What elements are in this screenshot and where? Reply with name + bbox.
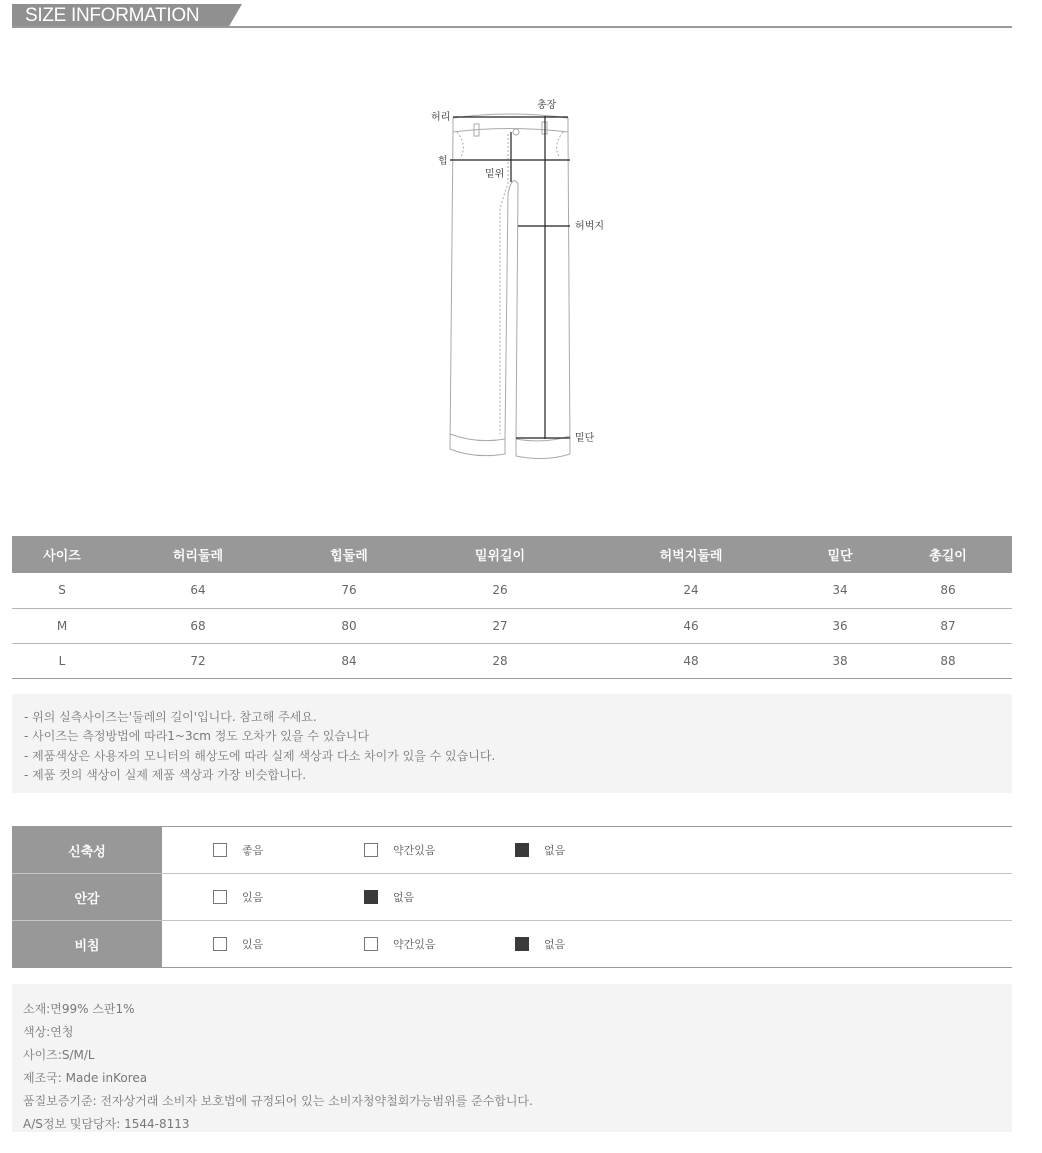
header-hem: 밑단 xyxy=(796,536,884,573)
attr-label: 비침 xyxy=(12,921,162,967)
table-cell: L xyxy=(12,643,112,678)
attr-option xyxy=(364,921,436,967)
table-cell: 88 xyxy=(884,643,1012,678)
table-cell: 87 xyxy=(884,608,1012,643)
attr-option xyxy=(515,921,565,967)
label-hip: 힙 xyxy=(438,156,448,167)
attr-option xyxy=(515,827,565,873)
measurement-notes xyxy=(12,694,1012,793)
checkbox-icon xyxy=(364,843,378,857)
table-cell: 27 xyxy=(414,608,586,643)
attr-option xyxy=(213,827,263,873)
product-info xyxy=(12,984,1012,1132)
table-cell: 26 xyxy=(414,573,586,608)
attr-option xyxy=(213,921,263,967)
size-table-header xyxy=(12,536,1012,573)
info-as-contact: A/S정보 및담당자: 1544-8113 xyxy=(23,1117,190,1131)
checked-box-icon xyxy=(515,937,529,951)
option-label: 있음 xyxy=(242,891,264,904)
checked-box-icon xyxy=(364,890,378,904)
attr-label: 신축성 xyxy=(12,827,162,873)
note-line: - 제품색상은 사용자의 모니터의 해상도에 따라 실제 색상과 다소 차이가 있을 수 있습니다. xyxy=(24,748,496,763)
table-cell: 38 xyxy=(796,643,884,678)
checkbox-icon xyxy=(364,937,378,951)
option-label: 약간있음 xyxy=(393,844,436,857)
header-total-length: 총길이 xyxy=(884,536,1012,573)
attr-row-sheerness xyxy=(12,921,1012,968)
attr-label: 안감 xyxy=(12,874,162,920)
label-hem: 밑단 xyxy=(575,433,595,444)
table-cell: S xyxy=(12,573,112,608)
label-waist: 허리 xyxy=(431,112,451,123)
table-cell: 84 xyxy=(284,643,414,678)
table-cell: 72 xyxy=(112,643,284,678)
table-cell: 46 xyxy=(586,608,796,643)
checkbox-icon xyxy=(213,890,227,904)
section-title: SIZE INFORMATION xyxy=(12,4,228,28)
option-label: 있음 xyxy=(242,938,264,951)
attr-option xyxy=(213,874,263,920)
pants-size-diagram xyxy=(420,94,630,474)
option-label: 좋음 xyxy=(242,844,264,857)
table-cell: 28 xyxy=(414,643,586,678)
option-label: 없음 xyxy=(544,844,566,857)
table-cell: 76 xyxy=(284,573,414,608)
fabric-attributes xyxy=(12,826,1012,968)
header-thigh: 허벅지둘레 xyxy=(586,536,796,573)
label-rise: 밑위 xyxy=(485,169,505,180)
table-cell: 86 xyxy=(884,573,1012,608)
table-cell: 48 xyxy=(586,643,796,678)
option-label: 없음 xyxy=(544,938,566,951)
table-cell: 24 xyxy=(586,573,796,608)
size-table xyxy=(12,536,1012,679)
note-line: - 사이즈는 측정방법에 따라1~3cm 정도 오차가 있을 수 있습니다 xyxy=(24,729,370,744)
note-line: - 제품 컷의 색상이 실제 제품 색상과 가장 비슷합니다. xyxy=(24,767,307,782)
attr-row-lining xyxy=(12,874,1012,921)
header-rise: 밑위길이 xyxy=(414,536,586,573)
note-line: - 위의 실측사이즈는'둘레의 길이'입니다. 참고해 주세요. xyxy=(24,710,317,724)
attr-option xyxy=(364,827,436,873)
info-color: 색상:연청 xyxy=(23,1025,74,1039)
section-header xyxy=(12,4,1012,28)
header-hip: 힙둘레 xyxy=(284,536,414,573)
header-size: 사이즈 xyxy=(12,536,112,573)
info-origin: 제조국: Made inKorea xyxy=(23,1071,148,1085)
option-label: 없음 xyxy=(393,891,415,904)
table-cell: 36 xyxy=(796,608,884,643)
checkbox-icon xyxy=(213,937,227,951)
header-waist: 허리둘레 xyxy=(112,536,284,573)
info-material: 소재:면99% 스판1% xyxy=(23,1002,135,1016)
table-cell: 68 xyxy=(112,608,284,643)
table-row xyxy=(12,608,1012,643)
info-quality-guarantee: 품질보증기준: 전자상거래 소비자 보호법에 규정되어 있는 소비자청약철회가능범위를 준수합니다. xyxy=(23,1094,533,1108)
table-row xyxy=(12,643,1012,678)
table-cell: 80 xyxy=(284,608,414,643)
table-row xyxy=(12,573,1012,608)
table-cell: 64 xyxy=(112,573,284,608)
table-cell: M xyxy=(12,608,112,643)
checked-box-icon xyxy=(515,843,529,857)
info-sizes: 사이즈:S/M/L xyxy=(23,1048,95,1062)
label-thigh: 허벅지 xyxy=(575,221,604,232)
label-total-length: 총장 xyxy=(537,100,557,111)
option-label: 약간있음 xyxy=(393,938,436,951)
attr-option xyxy=(364,874,414,920)
checkbox-icon xyxy=(213,843,227,857)
attr-row-stretch xyxy=(12,827,1012,874)
table-cell: 34 xyxy=(796,573,884,608)
header-divider xyxy=(12,26,1012,28)
